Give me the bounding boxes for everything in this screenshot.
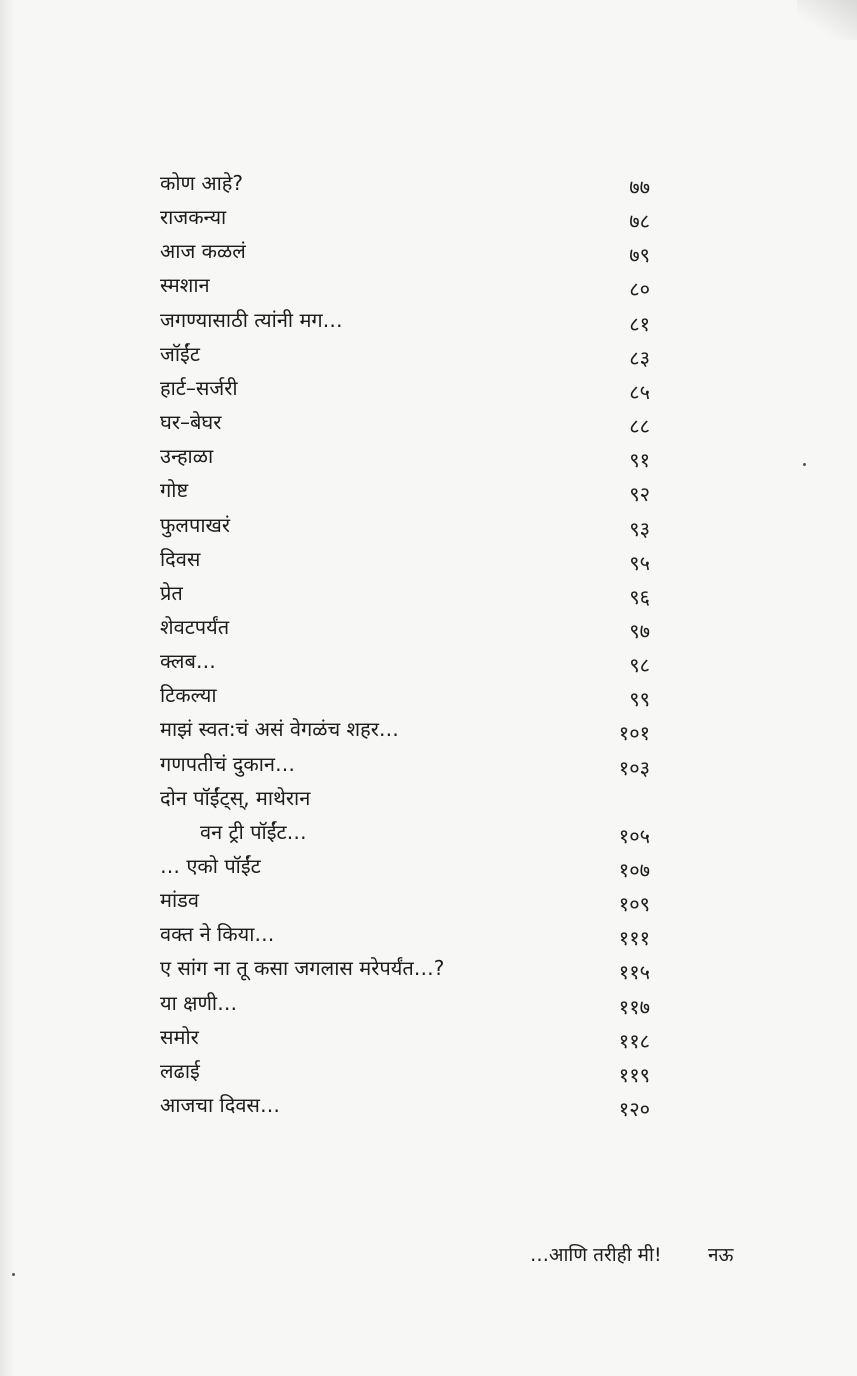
toc-entry-page: ११८ — [618, 1028, 650, 1053]
toc-entry-page: ८१ — [629, 311, 650, 336]
toc-entry-title: गोष्ट — [160, 478, 189, 503]
toc-entry — [160, 1020, 650, 1054]
toc-entry-title: मांडव — [160, 888, 199, 913]
toc-entry-page: ८५ — [629, 379, 650, 404]
toc-entry-title: हार्ट–सर्जरी — [160, 375, 238, 400]
toc-entry — [160, 849, 650, 883]
toc-entry-title: वक्त ने किया… — [160, 922, 275, 947]
toc-entry-page: १०७ — [618, 858, 650, 882]
toc-entry-page: ९५ — [629, 550, 650, 575]
page-footer — [530, 1240, 760, 1270]
toc-entry-title: प्रेत — [160, 580, 183, 605]
toc-entry — [160, 986, 650, 1020]
toc-entry — [160, 951, 650, 985]
toc-entry-title: आजचा दिवस… — [160, 1093, 280, 1118]
toc-entry-title: जॉईंट — [160, 341, 200, 366]
toc-entry-page: ७९ — [629, 243, 650, 268]
toc-entry — [160, 712, 650, 746]
toc-entry — [160, 200, 650, 234]
toc-entry-page: ८८ — [629, 414, 650, 439]
toc-entry — [160, 1054, 650, 1088]
toc-entry — [160, 268, 650, 302]
toc-entry — [160, 337, 650, 371]
toc-entry-page: ९७ — [629, 618, 650, 643]
page-number: नऊ — [708, 1244, 734, 1266]
toc-entry-page: १११ — [618, 926, 650, 951]
toc-entry-title: जगण्यासाठी त्यांनी मग… — [160, 307, 343, 332]
toc-entry-page: ८३ — [629, 345, 650, 370]
toc-entry — [160, 644, 650, 678]
toc-entry — [160, 234, 650, 268]
toc-entry-page: ९६ — [629, 584, 650, 609]
toc-entry — [160, 815, 650, 849]
toc-entry-page: ७७ — [629, 175, 650, 199]
toc-entry — [160, 610, 650, 644]
toc-entry-page: ९९ — [629, 687, 650, 712]
paper-speck — [12, 1273, 15, 1276]
toc-entry — [160, 576, 650, 610]
toc-entry — [160, 508, 650, 542]
toc-entry-page: १०१ — [618, 721, 650, 746]
toc-entry — [160, 439, 650, 473]
toc-entry-page: ११७ — [618, 994, 650, 1019]
toc-entry-page: ११९ — [618, 1062, 650, 1087]
toc-entry-title: वन ट्री पॉईंट… — [200, 819, 307, 844]
toc-entry — [160, 917, 650, 951]
toc-entry-title: दोन पॉईंट्स्, माथेरान — [160, 785, 311, 810]
toc-entry-title: राजकन्या — [160, 205, 227, 230]
toc-entry-title: दिवस — [160, 546, 201, 571]
toc-entry-title: घर–बेघर — [160, 410, 222, 435]
toc-entry-page: ९३ — [629, 516, 650, 541]
toc-entry-page: १०३ — [618, 755, 650, 780]
toc-entry-title: माझं स्वत:चं असं वेगळंच शहर… — [160, 717, 399, 742]
toc-entry-title: शेवटपर्यंत — [160, 614, 230, 639]
toc-entry-page: ९८ — [629, 653, 650, 678]
toc-entry-title: कोण आहे? — [160, 171, 244, 195]
toc-entry-title: फुलपाखरं — [160, 512, 231, 537]
toc-entry — [160, 542, 650, 576]
toc-entry-title: उन्हाळा — [160, 444, 214, 469]
toc-entry-title: लढाई — [160, 1058, 200, 1083]
toc-entry — [160, 473, 650, 507]
toc-entry-title: समोर — [160, 1024, 199, 1049]
toc-entry-title: क्लब… — [160, 649, 216, 674]
toc-entry-page: १०९ — [618, 892, 650, 917]
toc-entry-page: ७८ — [629, 209, 650, 234]
toc-entry-page: ८० — [629, 277, 650, 302]
toc-entry-title: आज कळलं — [160, 239, 246, 264]
toc-entry-title: ए सांग ना तू कसा जगलास मरेपर्यंत…? — [160, 956, 445, 981]
toc-entry — [160, 678, 650, 712]
toc-entry-page: ११५ — [618, 960, 650, 985]
toc-entry — [160, 303, 650, 337]
toc-entry — [160, 883, 650, 917]
running-book-title: …आणि तरीही मी! — [530, 1244, 662, 1266]
toc-entry-title: गणपतीचं दुकान… — [160, 751, 295, 776]
toc-entry-title: या क्षणी… — [160, 990, 238, 1015]
toc-entry — [160, 747, 650, 781]
toc-entry-page: १२० — [618, 1097, 650, 1122]
toc-entry-title: … एको पॉईंट — [160, 854, 261, 878]
toc-entry-page: ९१ — [629, 448, 650, 473]
toc-entry — [160, 166, 650, 200]
toc-entry — [160, 405, 650, 439]
toc-entry-title: स्मशान — [160, 273, 210, 298]
toc-entry-page: १०५ — [618, 823, 650, 848]
toc-entry — [160, 371, 650, 405]
toc-entry-title: टिकल्या — [160, 683, 217, 708]
toc-entry-page: ९२ — [629, 482, 650, 507]
paper-speck — [803, 463, 806, 466]
toc-entry — [160, 1088, 650, 1122]
toc-entry — [160, 781, 650, 815]
